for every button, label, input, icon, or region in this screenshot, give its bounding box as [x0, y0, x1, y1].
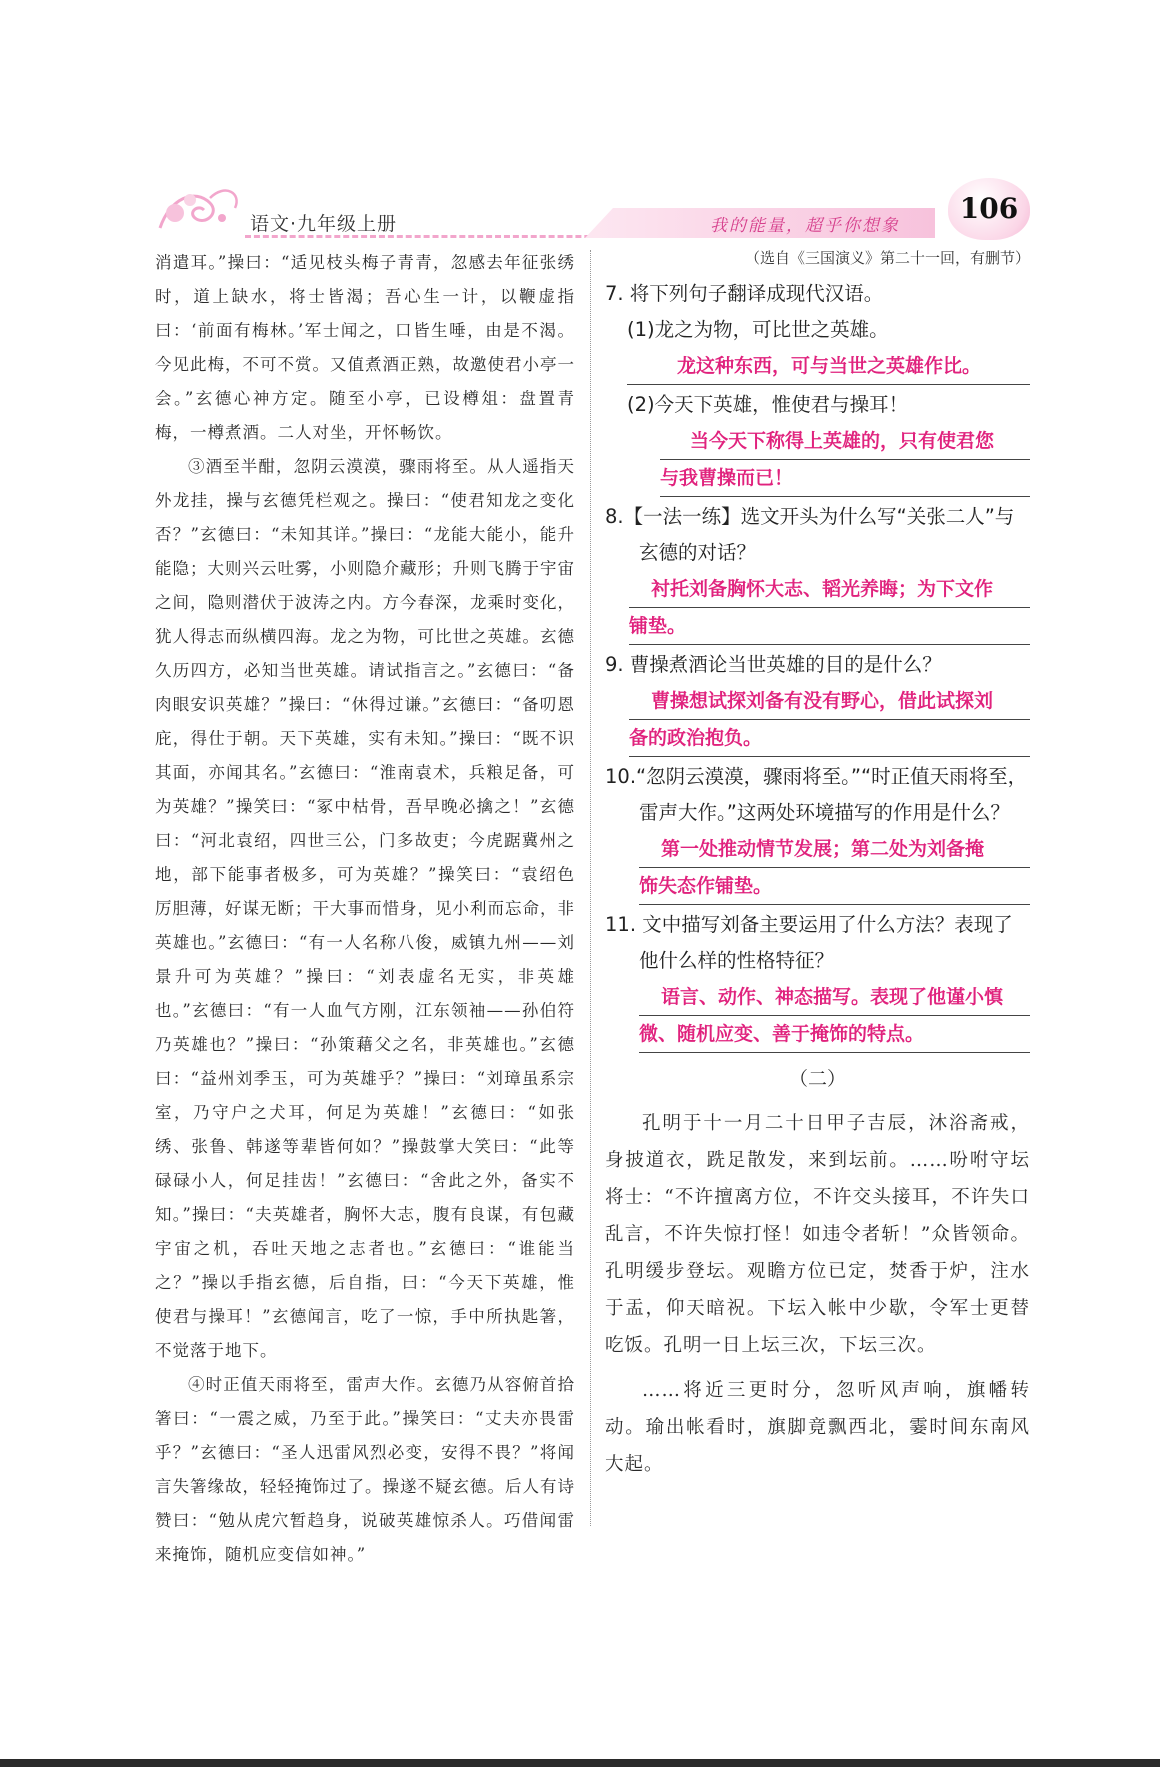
question-11: 11. 文中描写刘备主要运用了什么方法？表现了他什么样的性格特征？: [605, 913, 1013, 972]
question-7-1: (1)龙之为物，可比世之英雄。: [627, 318, 889, 341]
page-header: [150, 178, 1030, 240]
question-9: 9. 曹操煮酒论当世英雄的目的是什么？: [605, 653, 942, 676]
left-column: [155, 246, 575, 1572]
source-citation: （选自《三国演义》第二十一回，有删节）: [744, 249, 1030, 267]
question-7: 7. 将下列句子翻译成现代汉语。: [605, 282, 884, 305]
answer-7-2: [605, 423, 1030, 497]
book-title: 语文·九年级上册: [250, 213, 398, 235]
column-divider: [590, 250, 591, 1526]
answer-11: [605, 979, 1030, 1053]
question-8: 8.【一法一练】选文开头为什么写“关张二人”与玄德的对话？: [605, 505, 1015, 564]
section-heading: （二）: [788, 1068, 846, 1090]
reading-paragraph: ③酒至半酣，忽阴云漠漠，骤雨将至。从人遥指天外龙挂，操与玄德凭栏观之。操曰：“使君知龙之变化否？”玄德曰：“未知其详。”操曰：“龙能大能小，能升能隐；大则兴云吐雾，小则隐介藏形；升则飞腾于宇宙之间，隐则潜伏于波涛之内。方今春深，龙乘时变化，犹人得志而纵横四海。龙之为物，可比世之英雄。玄德久历四方，必知当世英雄。请试指言之。”玄德曰：“备肉眼安识英雄？”操曰：“休得过谦。”玄德曰：“备叨恩庇，得仕于朝。天下英雄，实有未知。”操曰：“既不识其面，亦闻其名。”玄德曰：“淮南袁术，兵粮足备，可为英雄？”操笑曰：“冢中枯骨，吾早晚必擒之！”玄德曰：“河北袁绍，四世三公，门多故吏；今虎踞冀州之地，部下能事者极多，可为英雄？”操笑曰：“袁绍色厉胆薄，好谋无断；干大事而惜身，见小利而忘命，非英雄也。”玄德曰：“有一人名称八俊，威镇九州——刘景升可为英雄？”操曰：“刘表虚名无实，非英雄也。”玄德曰：“有一人血气方刚，江东领袖——孙伯符乃英雄也？”操曰：“孙策藉父之名，非英雄也。”玄德曰：“益州刘季玉，可为英雄乎？”操曰：“刘璋虽系宗室，乃守户之犬耳，何足为英雄！”玄德曰：“如张绣、张鲁、韩遂等辈皆何如？”操鼓掌大笑曰：“此等碌碌小人，何足挂齿！”玄德曰：“舍此之外，备实不知。”操曰：“夫英雄者，胸怀大志，腹有良谋，有包藏宇宙之机，吞吐天地之志者也。”玄德曰：“谁能当之？”操以手指玄德，后自指，曰：“今天下英雄，惟使君与操耳！”玄德闻言，吃了一惊，手中所执匙箸，不觉落于地下。: [155, 457, 575, 1360]
answer-9: [605, 683, 1030, 757]
reading-paragraph: ……将近三更时分，忽听风声响，旗幡转动。瑜出帐看时，旗脚竟飘西北，霎时间东南风大起。: [605, 1380, 1030, 1475]
page-number: 106: [948, 178, 1030, 240]
slogan-text: 我的能量，超乎你想象: [710, 216, 900, 236]
answer-line: 第一处推动情节发展；第二处为刘备掩: [639, 831, 1030, 868]
reading-paragraph: 孔明于十一月二十日甲子吉辰，沐浴斋戒，身披道衣，跣足散发，来到坛前。……吩咐守坛将士：“不许擅离方位，不许交头接耳，不许失口乱言，不许失惊打怪！如违令者斩！”众皆领命。孔明缓步登坛。观瞻方位已定，焚香于炉，注水于盂，仰天暗祝。下坛入帐中少歇，令军士更替吃饭。孔明一日上坛三次，下坛三次。: [605, 1113, 1030, 1356]
question-7-2: (2)今天下英雄，惟使君与操耳！: [627, 393, 909, 416]
reading-paragraph: 消遣耳。”操曰：“适见枝头梅子青青，忽感去年征张绣时，道上缺水，将士皆渴；吾心生一计，以鞭虚指曰：‘前面有梅林。’军士闻之，口皆生唾，由是不渴。今见此梅，不可不赏。又值煮酒正熟，故邀使君小亭一会。”玄德心神方定。随至小亭，已设樽俎：盘置青梅，一樽煮酒。二人对坐，开怀畅饮。: [155, 253, 575, 442]
answer-line: 备的政治抱负。: [629, 720, 1030, 757]
flourish-ornament-icon: [150, 178, 250, 238]
answer-line: 铺垫。: [629, 608, 1030, 645]
answer-line: 语言、动作、神态描写。表现了他谨小慎: [639, 979, 1030, 1016]
answer-7-1: [605, 348, 1030, 385]
right-column: [605, 246, 1030, 1491]
reading-paragraph: ④时正值天雨将至，雷声大作。玄德乃从容俯首拾箸曰：“一震之威，乃至于此。”操笑曰：“丈夫亦畏雷乎？”玄德曰：“圣人迅雷风烈必变，安得不畏？”将闻言失箸缘故，轻轻掩饰过了。操遂不疑玄德。后人有诗赞曰：“勉从虎穴暂趋身，说破英雄惊杀人。巧借闻雷来掩饰，随机应变信如神。”: [155, 1375, 575, 1564]
answer-line: 龙这种东西，可与当世之英雄作比。: [627, 348, 1030, 385]
answer-line: 饰失态作铺垫。: [639, 868, 1030, 905]
answer-line: 曹操想试探刘备有没有野心，借此试探刘: [629, 683, 1030, 720]
answer-line: 当今天下称得上英雄的，只有使君您: [660, 423, 1030, 460]
bottom-edge-bar: [0, 1759, 1160, 1767]
question-10: 10.“忽阴云漠漠，骤雨将至。”“时正值天雨将至，雷声大作。”这两处环境描写的作用是什么？: [605, 765, 1028, 824]
answer-10: [605, 831, 1030, 905]
answer-line: 衬托刘备胸怀大志、韬光养晦；为下文作: [629, 571, 1030, 608]
answer-line: 微、随机应变、善于掩饰的特点。: [639, 1016, 1030, 1053]
answer-line: 与我曹操而已！: [660, 460, 1030, 497]
answer-8: [605, 571, 1030, 645]
